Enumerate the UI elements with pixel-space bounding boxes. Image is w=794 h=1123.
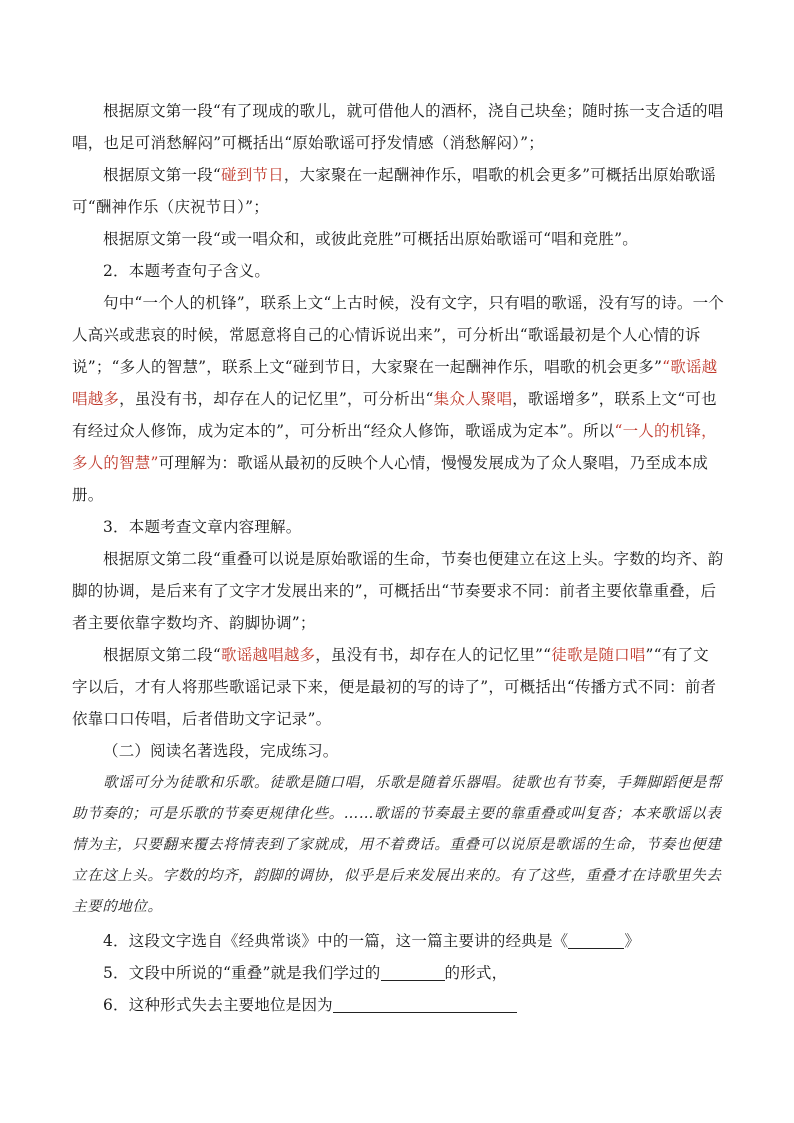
- answer-blank-5[interactable]: [381, 962, 445, 981]
- highlight: 徒歌是随口唱: [551, 646, 646, 664]
- question-2-title: 2．本题考查句子含义。: [103, 262, 271, 280]
- answer-blank-4[interactable]: [568, 930, 624, 949]
- highlight: 集众人聚唱: [433, 390, 513, 408]
- highlight: 歌谣越唱越多: [221, 646, 316, 664]
- highlight: 碰到节日: [221, 166, 284, 184]
- paragraph-1: 根据原文第一段“有了现成的歌儿，就可借他人的酒杯，浇自己块垒；随时拣一支合适的唱唱，也足可消愁解闷”可概括出“原始歌谣可抒发情感（消愁解闷）”；: [72, 102, 724, 152]
- excerpt-passage: 歌谣可分为徒歌和乐歌。徒歌是随口唱，乐歌是随着乐器唱。徒歌也有节奏，手舞脚蹈便是帮助节奏的；可是乐歌的节奏更规律化些。……歌谣的节奏最主要的靠重叠或叫复沓；本来歌谣以表情为主，只要翻来覆去将情表到了家就成，用不着费话。重叠可以说原是歌谣的生命，节奏也便建立在这上头。字数的均齐，韵脚的调协，似乎是后来发展出来的。有了这些，重叠才在诗歌里失去主要的地位。: [72, 775, 723, 915]
- question-3-title: 3．本题考查文章内容理解。: [103, 518, 302, 536]
- question-4: 4．这段文字选自《经典常谈》中的一篇，这一篇主要讲的经典是《 》: [103, 932, 641, 950]
- highlight: “歌谣越唱越多: [72, 358, 718, 408]
- paragraph-4: 句中“一个人的机锋”，联系上文“上古时候，没有文字，只有唱的歌谣，没有写的诗。一个人高兴或悲哀的时候，常愿意将自己的心情诉说出来”，可分析出“歌谣最初是个人心情的诉说”；“多人的智慧”，联系上文“碰到节日，大家聚在一起酬神作乐，唱歌的机会更多”“歌谣越唱越多，虽没有书，却存在人的记忆里”，可分析出“集众人聚唱，歌谣增多”，联系上文“可也有经过众人修饰，成为定本的”，可分析出“经众人修饰，歌谣成为定本”。所以“一人的机锋，多人的智慧”可理解为：歌谣从最初的反映个人心情，慢慢发展成为了众人聚唱，乃至成本成册。: [72, 294, 724, 504]
- answer-blank-6[interactable]: [333, 994, 517, 1013]
- highlight: “一人的机锋，多人的智慧”: [72, 422, 717, 472]
- question-6: 6．这种形式失去主要地位是因为: [72, 989, 724, 1021]
- section-2-title: （二）阅读名著选段，完成练习。: [103, 742, 339, 760]
- paragraph-3: 根据原文第一段“或一唱众和，或彼此竞胜”可概括出原始歌谣可“唱和竞胜”。: [103, 230, 638, 248]
- paragraph-2: 根据原文第一段“碰到节日，大家聚在一起酬神作乐，唱歌的机会更多”可概括出原始歌谣可“酬神作乐（庆祝节日）”；: [72, 166, 716, 216]
- question-5: 5．文段中所说的“重叠”就是我们学过的 的形式，: [103, 964, 508, 982]
- paragraph-6: 根据原文第二段“歌谣越唱越多，虽没有书，却存在人的记忆里”“徒歌是随口唱”“有了文字以后，才有人将那些歌谣记录下来，便是最初的写的诗了”，可概括出“传播方式不同：前者依靠口口传唱，后者借助文字记录”。: [72, 646, 717, 728]
- paragraph-5: 根据原文第二段“重叠可以说是原始歌谣的生命，节奏也便建立在这上头。字数的均齐、韵脚的协调，是后来有了文字才发展出来的”，可概括出“节奏要求不同：前者主要依靠重叠，后者主要依靠字数均齐、韵脚协调”；: [72, 550, 724, 632]
